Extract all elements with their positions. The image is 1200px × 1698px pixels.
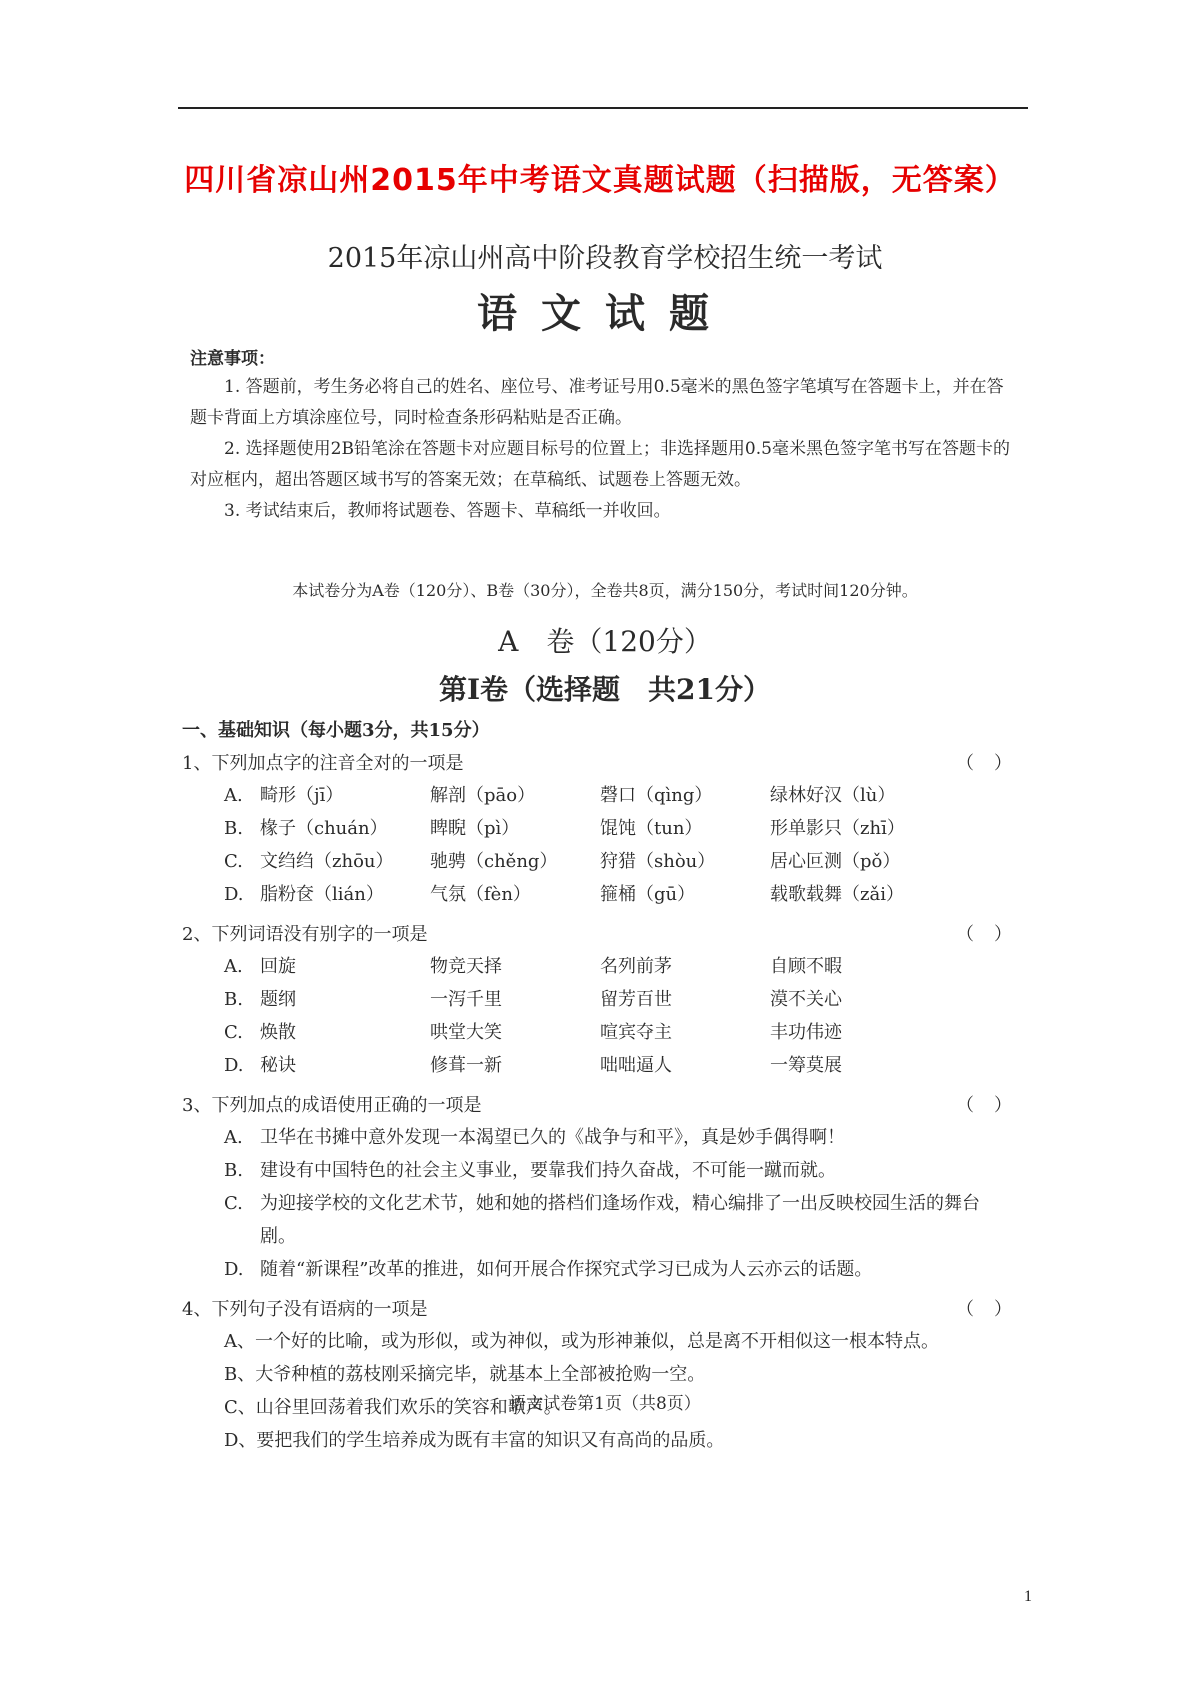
option-row bbox=[182, 878, 1012, 911]
option-cell: 回旋 bbox=[260, 956, 296, 977]
option-cell: 睥睨（pì） bbox=[430, 818, 520, 839]
option-text: 建设有中国特色的社会主义事业，要靠我们持久奋战，不可能一蹴而就。 bbox=[260, 1160, 836, 1181]
option-row bbox=[182, 812, 1012, 845]
option-sentence: D、要把我们的学生培养成为既有丰富的知识又有高尚的品质。 bbox=[224, 1430, 725, 1451]
option-cell: 修葺一新 bbox=[430, 1055, 502, 1076]
option-cell: 漠不关心 bbox=[770, 989, 842, 1010]
option-cell: 留芳百世 bbox=[600, 989, 672, 1010]
option-text: 为迎接学校的文化艺术节，她和她的搭档们逢场作戏，精心编排了一出反映校园生活的舞台剧。 bbox=[260, 1193, 980, 1247]
question-stem: 4、下列句子没有语病的一项是 bbox=[182, 1299, 428, 1320]
option-cell: 驰骋（chěng） bbox=[430, 851, 558, 872]
option-cell: 馄饨（tun） bbox=[600, 818, 703, 839]
option-cell: 咄咄逼人 bbox=[600, 1055, 672, 1076]
answer-blank: （ ） bbox=[956, 753, 1012, 774]
header-rule bbox=[178, 107, 1028, 109]
option-sentence: C、山谷里回荡着我们欢乐的笑容和歌声。 bbox=[224, 1397, 562, 1418]
notice-item: 1. 答题前，考生务必将自己的姓名、座位号、准考证号用0.5毫米的黑色签字笔填写在答题卡上，并在答题卡背面上方填涂座位号，同时检查条形码粘贴是否正确。 bbox=[190, 377, 1004, 428]
notice-list bbox=[190, 372, 1010, 527]
option-cell: 哄堂大笑 bbox=[430, 1022, 502, 1043]
option-cell: 焕散 bbox=[260, 1022, 296, 1043]
option-row bbox=[182, 983, 1012, 1016]
option-row bbox=[182, 779, 1012, 812]
option-letter: A. bbox=[224, 785, 243, 806]
answer-blank: （ ） bbox=[956, 1095, 1012, 1116]
question-list bbox=[182, 748, 1012, 1465]
option-row bbox=[182, 1016, 1012, 1049]
answer-blank: （ ） bbox=[956, 924, 1012, 945]
question-stem: 2、下列词语没有别字的一项是 bbox=[182, 924, 428, 945]
option-letter: D. bbox=[224, 1259, 244, 1280]
exam-subject: 语文试题 bbox=[477, 290, 733, 337]
question-4 bbox=[182, 1294, 1012, 1457]
volume-heading: 第Ⅰ卷（选择题 共21分） bbox=[438, 673, 772, 706]
option-cell: 畸形（jī） bbox=[260, 785, 344, 806]
option-cell: 文绉绉（zhōu） bbox=[260, 851, 394, 872]
option-text: 卫华在书摊中意外发现一本渴望已久的《战争与和平》，真是妙手偶得啊！ bbox=[260, 1127, 845, 1148]
option-text: 随着“新课程”改革的推进，如何开展合作探究式学习已成为人云亦云的话题。 bbox=[260, 1259, 873, 1280]
notice-item: 2. 选择题使用2B铅笔涂在答题卡对应题目标号的位置上；非选择题用0.5毫米黑色签字笔书写在答题卡的对应框内，超出答题区域书写的答案无效；在草稿纸、试题卷上答题无效。 bbox=[190, 439, 1010, 490]
option-row bbox=[182, 1049, 1012, 1082]
question-stem: 1、下列加点字的注音全对的一项是 bbox=[182, 753, 464, 774]
option-cell: 狩猎（shòu） bbox=[600, 851, 716, 872]
option-cell: 椽子（chuán） bbox=[260, 818, 388, 839]
option-sentence: A、一个好的比喻，或为形似，或为神似，或为形神兼似，总是离不开相似这一根本特点。 bbox=[224, 1331, 939, 1352]
option-cell: 题纲 bbox=[260, 989, 296, 1010]
exam-summary: 本试卷分为A卷（120分）、B卷（30分），全卷共8页，满分150分，考试时间120分钟。 bbox=[292, 581, 918, 600]
option-cell: 载歌载舞（zǎi） bbox=[770, 884, 904, 905]
option-sentence: B、大爷种植的荔枝刚采摘完毕，就基本上全部被抢购一空。 bbox=[224, 1364, 706, 1385]
option-letter: B. bbox=[224, 1160, 243, 1181]
option-letter: D. bbox=[224, 1055, 244, 1076]
part-a-heading: A 卷（120分） bbox=[498, 625, 712, 658]
option-letter: B. bbox=[224, 989, 243, 1010]
option-cell: 绿林好汉（lù） bbox=[770, 785, 896, 806]
option-cell: 自顾不暇 bbox=[770, 956, 842, 977]
option-cell: 气氛（fèn） bbox=[430, 884, 531, 905]
option-cell: 居心叵测（pǒ） bbox=[770, 851, 901, 872]
option-cell: 磬口（qìng） bbox=[600, 785, 713, 806]
question-3 bbox=[182, 1090, 1012, 1286]
option-cell: 一泻千里 bbox=[430, 989, 502, 1010]
option-sentence bbox=[182, 1187, 1012, 1253]
option-cell: 名列前茅 bbox=[600, 956, 672, 977]
option-cell: 解剖（pāo） bbox=[430, 785, 536, 806]
exam-page-footer: 语文试卷第1页（共8页） bbox=[509, 1394, 701, 1414]
option-letter: C. bbox=[224, 1193, 243, 1214]
option-cell: 秘诀 bbox=[260, 1055, 296, 1076]
scanned-exam-page bbox=[182, 236, 1020, 1496]
option-letter: D. bbox=[224, 884, 244, 905]
option-cell: 喧宾夺主 bbox=[600, 1022, 672, 1043]
option-cell: 箍桶（gū） bbox=[600, 884, 696, 905]
option-letter: C. bbox=[224, 851, 243, 872]
option-sentence bbox=[182, 1121, 1012, 1154]
question-2 bbox=[182, 919, 1012, 1082]
question-1 bbox=[182, 748, 1012, 911]
option-row bbox=[182, 950, 1012, 983]
section-heading: 一、基础知识（每小题3分，共15分） bbox=[182, 720, 490, 741]
option-cell: 一筹莫展 bbox=[770, 1055, 842, 1076]
question-stem: 3、下列加点的成语使用正确的一项是 bbox=[182, 1095, 482, 1116]
notice-item: 3. 考试结束后，教师将试题卷、答题卡、草稿纸一并收回。 bbox=[224, 501, 671, 521]
option-cell: 物竞天择 bbox=[430, 956, 502, 977]
option-cell: 丰功伟迹 bbox=[770, 1022, 842, 1043]
option-row bbox=[182, 845, 1012, 878]
option-sentence bbox=[182, 1154, 1012, 1187]
option-sentence bbox=[182, 1253, 1012, 1286]
option-letter: A. bbox=[224, 1127, 243, 1148]
document-title: 四川省凉山州2015年中考语文真题试题（扫描版，无答案） bbox=[184, 163, 1016, 198]
option-cell: 形单影只（zhī） bbox=[770, 818, 905, 839]
answer-blank: （ ） bbox=[956, 1299, 1012, 1320]
option-letter: C. bbox=[224, 1022, 243, 1043]
option-letter: B. bbox=[224, 818, 243, 839]
page-number: 1 bbox=[1024, 1588, 1032, 1605]
exam-title: 2015年凉山州高中阶段教育学校招生统一考试 bbox=[327, 243, 883, 274]
notice-heading: 注意事项： bbox=[190, 349, 275, 369]
option-cell: 脂粉奁（lián） bbox=[260, 884, 384, 905]
option-letter: A. bbox=[224, 956, 243, 977]
